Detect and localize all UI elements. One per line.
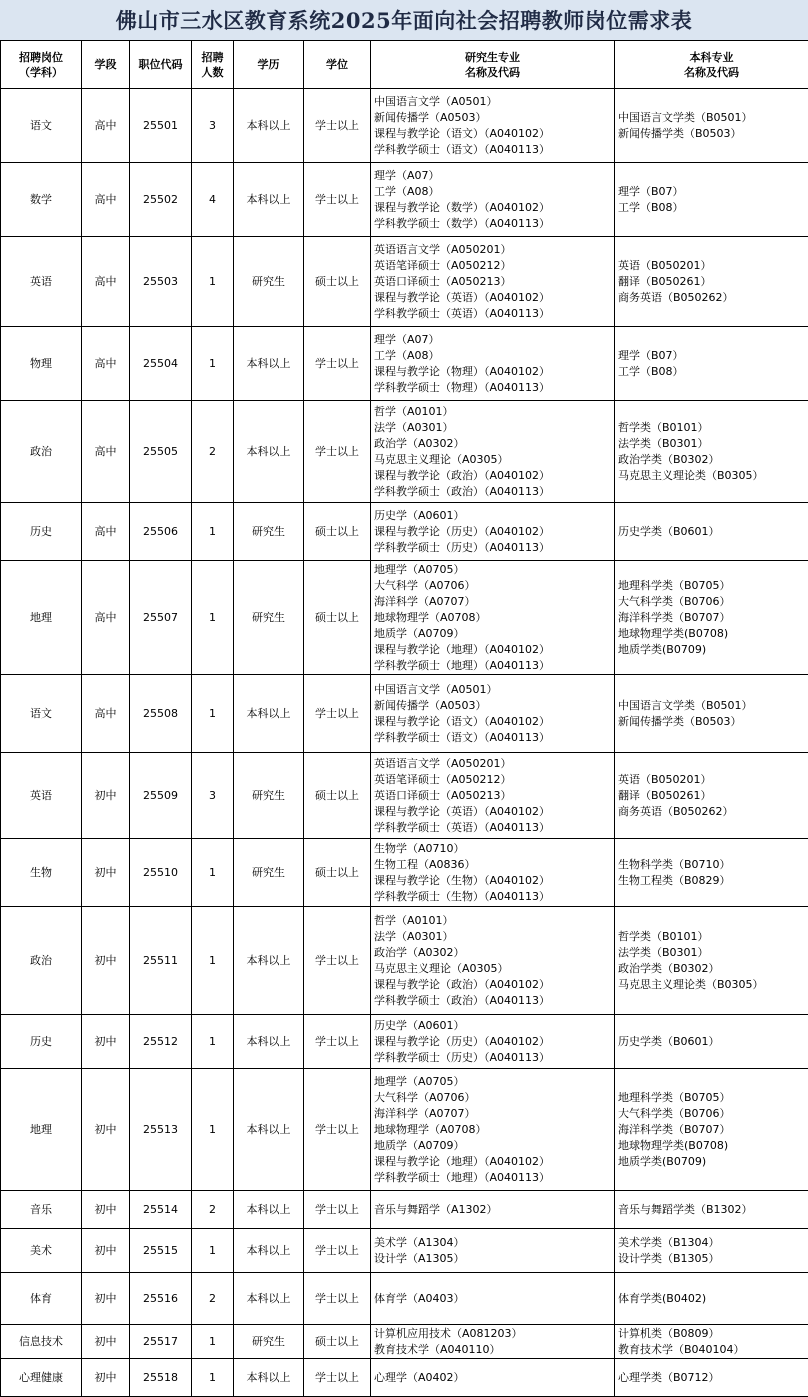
major-line: 计算机类（B0809） (618, 1326, 805, 1342)
major-line: 哲学（A0101） (374, 913, 611, 929)
major-line: 音乐与舞蹈学类（B1302） (618, 1202, 805, 1218)
major-line: 英语（B050201） (618, 772, 805, 788)
table-row (1, 163, 808, 237)
major-line: 政治学（A0302） (374, 436, 611, 452)
major-line: 地质学类(B0709) (618, 1154, 805, 1170)
major-line: 新闻传播学类（B0503） (618, 126, 805, 142)
major-line: 课程与教学论（语文）（A040102） (374, 126, 611, 142)
header-undergrad-major: 本科专业 名称及代码 (615, 41, 808, 89)
major-line: 学科教学硕士（数学）（A040113） (374, 216, 611, 232)
cell-grad-majors (371, 839, 615, 907)
cell-grad-majors (371, 1015, 615, 1069)
major-line: 学科教学硕士（历史）（A040113） (374, 540, 611, 556)
cell-stage: 初中 (82, 1191, 130, 1229)
major-line: 工学（B08） (618, 200, 805, 216)
major-line: 生物工程类（B0829） (618, 873, 805, 889)
cell-education: 本科以上 (234, 327, 304, 401)
header-grad-major: 研究生专业 名称及代码 (371, 41, 615, 89)
cell-education: 研究生 (234, 237, 304, 327)
cell-subject: 音乐 (1, 1191, 82, 1229)
major-line: 法学类（B0301） (618, 436, 805, 452)
table-row (1, 327, 808, 401)
major-line: 地理学（A0705） (374, 562, 611, 578)
major-line: 中国语言文学（A0501） (374, 94, 611, 110)
major-line: 音乐与舞蹈学（A1302） (374, 1202, 611, 1218)
cell-grad-majors (371, 237, 615, 327)
cell-stage: 初中 (82, 1229, 130, 1273)
major-line: 历史学（A0601） (374, 508, 611, 524)
cell-count: 3 (192, 89, 234, 163)
major-line: 马克思主义理论（A0305） (374, 961, 611, 977)
cell-stage: 初中 (82, 907, 130, 1015)
cell-degree: 硕士以上 (304, 753, 371, 839)
cell-grad-majors (371, 327, 615, 401)
cell-code: 25515 (130, 1229, 192, 1273)
major-line: 中国语言文学（A0501） (374, 682, 611, 698)
cell-code: 25510 (130, 839, 192, 907)
cell-count: 2 (192, 1191, 234, 1229)
cell-education: 研究生 (234, 503, 304, 561)
major-line: 学科教学硕士（物理）（A040113） (374, 380, 611, 396)
major-line: 法学（A0301） (374, 929, 611, 945)
table-row (1, 1191, 808, 1229)
table-row (1, 1015, 808, 1069)
cell-undergrad-majors (615, 1015, 808, 1069)
major-line: 英语（B050201） (618, 258, 805, 274)
major-line: 哲学类（B0101） (618, 929, 805, 945)
major-line: 美术学类（B1304） (618, 1235, 805, 1251)
cell-code: 25508 (130, 675, 192, 753)
major-line: 海洋科学（A0707） (374, 594, 611, 610)
cell-subject: 英语 (1, 753, 82, 839)
cell-degree: 学士以上 (304, 1191, 371, 1229)
header-count: 招聘 人数 (192, 41, 234, 89)
cell-count: 1 (192, 1015, 234, 1069)
major-line: 海洋科学（A0707） (374, 1106, 611, 1122)
major-line: 哲学类（B0101） (618, 420, 805, 436)
major-line: 大气科学（A0706） (374, 578, 611, 594)
cell-education: 本科以上 (234, 1359, 304, 1397)
cell-education: 研究生 (234, 839, 304, 907)
table-body (1, 89, 808, 1397)
cell-undergrad-majors (615, 1325, 808, 1359)
major-line: 课程与教学论（英语）（A040102） (374, 290, 611, 306)
cell-undergrad-majors (615, 561, 808, 675)
table-row (1, 503, 808, 561)
major-line: 中国语言文学类（B0501） (618, 698, 805, 714)
cell-code: 25503 (130, 237, 192, 327)
major-line: 体育学（A0403） (374, 1291, 611, 1307)
cell-stage: 高中 (82, 401, 130, 503)
header-degree: 学位 (304, 41, 371, 89)
major-line: 政治学类（B0302） (618, 961, 805, 977)
major-line: 英语语言文学（A050201） (374, 756, 611, 772)
header-stage: 学段 (82, 41, 130, 89)
cell-count: 1 (192, 1229, 234, 1273)
cell-degree: 学士以上 (304, 1015, 371, 1069)
cell-stage: 高中 (82, 675, 130, 753)
cell-degree: 硕士以上 (304, 561, 371, 675)
table-row (1, 237, 808, 327)
cell-stage: 高中 (82, 163, 130, 237)
major-line: 课程与教学论（语文）（A040102） (374, 714, 611, 730)
cell-degree: 学士以上 (304, 89, 371, 163)
cell-count: 2 (192, 1273, 234, 1325)
major-line: 理学（B07） (618, 348, 805, 364)
major-line: 地质学（A0709） (374, 1138, 611, 1154)
major-line: 课程与教学论（物理）（A040102） (374, 364, 611, 380)
page-title: 佛山市三水区教育系统2025年面向社会招聘教师岗位需求表 (0, 0, 808, 40)
major-line: 英语口译硕士（A050213） (374, 274, 611, 290)
cell-education: 本科以上 (234, 1229, 304, 1273)
cell-education: 本科以上 (234, 1273, 304, 1325)
major-line: 课程与教学论（地理）（A040102） (374, 642, 611, 658)
major-line: 中国语言文学类（B0501） (618, 110, 805, 126)
cell-subject: 数学 (1, 163, 82, 237)
cell-subject: 体育 (1, 1273, 82, 1325)
table-row (1, 907, 808, 1015)
cell-code: 25517 (130, 1325, 192, 1359)
cell-education: 本科以上 (234, 675, 304, 753)
cell-undergrad-majors (615, 237, 808, 327)
major-line: 马克思主义理论类（B0305） (618, 977, 805, 993)
cell-undergrad-majors (615, 907, 808, 1015)
major-line: 法学类（B0301） (618, 945, 805, 961)
major-line: 地球物理学（A0708） (374, 1122, 611, 1138)
cell-degree: 学士以上 (304, 1069, 371, 1191)
major-line: 生物学（A0710） (374, 841, 611, 857)
cell-subject: 心理健康 (1, 1359, 82, 1397)
major-line: 工学（A08） (374, 348, 611, 364)
cell-count: 1 (192, 327, 234, 401)
major-line: 新闻传播学类（B0503） (618, 714, 805, 730)
major-line: 商务英语（B050262） (618, 290, 805, 306)
cell-subject: 物理 (1, 327, 82, 401)
cell-education: 研究生 (234, 1325, 304, 1359)
cell-code: 25506 (130, 503, 192, 561)
major-line: 马克思主义理论（A0305） (374, 452, 611, 468)
cell-stage: 高中 (82, 503, 130, 561)
cell-subject: 历史 (1, 503, 82, 561)
major-line: 商务英语（B050262） (618, 804, 805, 820)
major-line: 美术学（A1304） (374, 1235, 611, 1251)
cell-undergrad-majors (615, 401, 808, 503)
header-code: 职位代码 (130, 41, 192, 89)
cell-subject: 历史 (1, 1015, 82, 1069)
cell-education: 本科以上 (234, 1015, 304, 1069)
major-line: 英语语言文学（A050201） (374, 242, 611, 258)
major-line: 大气科学（A0706） (374, 1090, 611, 1106)
cell-code: 25511 (130, 907, 192, 1015)
cell-undergrad-majors (615, 675, 808, 753)
major-line: 哲学（A0101） (374, 404, 611, 420)
cell-education: 本科以上 (234, 1191, 304, 1229)
cell-code: 25516 (130, 1273, 192, 1325)
cell-code: 25504 (130, 327, 192, 401)
cell-degree: 学士以上 (304, 1359, 371, 1397)
cell-count: 1 (192, 675, 234, 753)
major-line: 英语口译硕士（A050213） (374, 788, 611, 804)
cell-degree: 硕士以上 (304, 237, 371, 327)
major-line: 课程与教学论（历史）（A040102） (374, 1034, 611, 1050)
cell-count: 1 (192, 1359, 234, 1397)
cell-degree: 学士以上 (304, 1273, 371, 1325)
table-row (1, 675, 808, 753)
major-line: 课程与教学论（地理）（A040102） (374, 1154, 611, 1170)
cell-subject: 生物 (1, 839, 82, 907)
major-line: 生物科学类（B0710） (618, 857, 805, 873)
major-line: 理学（A07） (374, 332, 611, 348)
cell-degree: 学士以上 (304, 163, 371, 237)
major-line: 海洋科学类（B0707） (618, 610, 805, 626)
cell-subject: 政治 (1, 907, 82, 1015)
major-line: 课程与教学论（英语）（A040102） (374, 804, 611, 820)
major-line: 心理学类（B0712） (618, 1370, 805, 1386)
cell-count: 1 (192, 561, 234, 675)
major-line: 学科教学硕士（地理）（A040113） (374, 1170, 611, 1186)
major-line: 课程与教学论（数学）（A040102） (374, 200, 611, 216)
major-line: 大气科学类（B0706） (618, 1106, 805, 1122)
major-line: 课程与教学论（政治）（A040102） (374, 977, 611, 993)
header-education: 学历 (234, 41, 304, 89)
cell-undergrad-majors (615, 327, 808, 401)
major-line: 学科教学硕士（语文）（A040113） (374, 142, 611, 158)
cell-undergrad-majors (615, 1229, 808, 1273)
cell-stage: 初中 (82, 1325, 130, 1359)
cell-grad-majors (371, 1191, 615, 1229)
major-line: 大气科学类（B0706） (618, 594, 805, 610)
table-row (1, 89, 808, 163)
table-row (1, 561, 808, 675)
major-line: 新闻传播学（A0503） (374, 698, 611, 714)
cell-education: 研究生 (234, 753, 304, 839)
cell-degree: 学士以上 (304, 675, 371, 753)
cell-subject: 地理 (1, 561, 82, 675)
major-line: 学科教学硕士（政治）（A040113） (374, 484, 611, 500)
major-line: 英语笔译硕士（A050212） (374, 258, 611, 274)
cell-stage: 高中 (82, 561, 130, 675)
major-line: 计算机应用技术（A081203） (374, 1326, 611, 1342)
major-line: 学科教学硕士（历史）（A040113） (374, 1050, 611, 1066)
major-line: 学科教学硕士（地理）（A040113） (374, 658, 611, 674)
cell-undergrad-majors (615, 753, 808, 839)
cell-undergrad-majors (615, 1069, 808, 1191)
cell-grad-majors (371, 675, 615, 753)
cell-stage: 高中 (82, 327, 130, 401)
major-line: 地理学（A0705） (374, 1074, 611, 1090)
cell-code: 25501 (130, 89, 192, 163)
cell-subject: 信息技术 (1, 1325, 82, 1359)
major-line: 历史学（A0601） (374, 1018, 611, 1034)
cell-undergrad-majors (615, 839, 808, 907)
cell-grad-majors (371, 1229, 615, 1273)
cell-count: 3 (192, 753, 234, 839)
cell-grad-majors (371, 1069, 615, 1191)
cell-undergrad-majors (615, 1273, 808, 1325)
cell-degree: 硕士以上 (304, 503, 371, 561)
cell-undergrad-majors (615, 89, 808, 163)
cell-education: 研究生 (234, 561, 304, 675)
cell-count: 1 (192, 1069, 234, 1191)
major-line: 地球物理学类(B0708) (618, 1138, 805, 1154)
cell-stage: 初中 (82, 1273, 130, 1325)
cell-count: 1 (192, 839, 234, 907)
major-line: 历史学类（B0601） (618, 524, 805, 540)
header-subject: 招聘岗位 （学科） (1, 41, 82, 89)
table-row (1, 1069, 808, 1191)
cell-degree: 学士以上 (304, 1229, 371, 1273)
table-row (1, 839, 808, 907)
cell-stage: 初中 (82, 1015, 130, 1069)
major-line: 政治学（A0302） (374, 945, 611, 961)
major-line: 工学（B08） (618, 364, 805, 380)
major-line: 地理科学类（B0705） (618, 1090, 805, 1106)
major-line: 心理学（A0402） (374, 1370, 611, 1386)
major-line: 学科教学硕士（英语）（A040113） (374, 306, 611, 322)
cell-education: 本科以上 (234, 1069, 304, 1191)
major-line: 学科教学硕士（政治）（A040113） (374, 993, 611, 1009)
cell-grad-majors (371, 401, 615, 503)
cell-count: 4 (192, 163, 234, 237)
cell-education: 本科以上 (234, 163, 304, 237)
cell-undergrad-majors (615, 503, 808, 561)
table-row (1, 401, 808, 503)
cell-grad-majors (371, 753, 615, 839)
cell-subject: 语文 (1, 89, 82, 163)
cell-grad-majors (371, 561, 615, 675)
cell-undergrad-majors (615, 163, 808, 237)
major-line: 翻译（B050261） (618, 274, 805, 290)
recruitment-table (0, 40, 808, 1397)
cell-code: 25513 (130, 1069, 192, 1191)
major-line: 设计学（A1305） (374, 1251, 611, 1267)
table-row (1, 1273, 808, 1325)
cell-degree: 硕士以上 (304, 839, 371, 907)
cell-count: 1 (192, 503, 234, 561)
cell-count: 1 (192, 907, 234, 1015)
major-line: 教育技术学（B040104） (618, 1342, 805, 1358)
cell-education: 本科以上 (234, 89, 304, 163)
cell-code: 25512 (130, 1015, 192, 1069)
cell-degree: 学士以上 (304, 327, 371, 401)
major-line: 学科教学硕士（语文）（A040113） (374, 730, 611, 746)
cell-subject: 地理 (1, 1069, 82, 1191)
cell-count: 1 (192, 1325, 234, 1359)
cell-stage: 高中 (82, 89, 130, 163)
cell-grad-majors (371, 503, 615, 561)
major-line: 教育技术学（A040110） (374, 1342, 611, 1358)
cell-code: 25505 (130, 401, 192, 503)
cell-subject: 英语 (1, 237, 82, 327)
cell-degree: 硕士以上 (304, 1325, 371, 1359)
cell-count: 2 (192, 401, 234, 503)
table-row (1, 1325, 808, 1359)
cell-code: 25518 (130, 1359, 192, 1397)
major-line: 学科教学硕士（生物）（A040113） (374, 889, 611, 905)
major-line: 工学（A08） (374, 184, 611, 200)
cell-code: 25507 (130, 561, 192, 675)
cell-education: 本科以上 (234, 907, 304, 1015)
cell-subject: 美术 (1, 1229, 82, 1273)
table-row (1, 1229, 808, 1273)
major-line: 法学（A0301） (374, 420, 611, 436)
cell-stage: 初中 (82, 839, 130, 907)
major-line: 理学（A07） (374, 168, 611, 184)
major-line: 地球物理学类(B0708) (618, 626, 805, 642)
major-line: 马克思主义理论类（B0305） (618, 468, 805, 484)
cell-grad-majors (371, 907, 615, 1015)
major-line: 新闻传播学（A0503） (374, 110, 611, 126)
major-line: 海洋科学类（B0707） (618, 1122, 805, 1138)
table-row (1, 753, 808, 839)
cell-education: 本科以上 (234, 401, 304, 503)
major-line: 课程与教学论（政治）（A040102） (374, 468, 611, 484)
cell-count: 1 (192, 237, 234, 327)
cell-stage: 初中 (82, 753, 130, 839)
major-line: 课程与教学论（历史）（A040102） (374, 524, 611, 540)
major-line: 翻译（B050261） (618, 788, 805, 804)
major-line: 生物工程（A0836） (374, 857, 611, 873)
major-line: 政治学类（B0302） (618, 452, 805, 468)
cell-grad-majors (371, 163, 615, 237)
cell-subject: 政治 (1, 401, 82, 503)
cell-stage: 初中 (82, 1359, 130, 1397)
cell-grad-majors (371, 89, 615, 163)
major-line: 地质学（A0709） (374, 626, 611, 642)
major-line: 地质学类(B0709) (618, 642, 805, 658)
cell-stage: 高中 (82, 237, 130, 327)
major-line: 体育学类(B0402) (618, 1291, 805, 1307)
cell-code: 25509 (130, 753, 192, 839)
cell-code: 25502 (130, 163, 192, 237)
major-line: 英语笔译硕士（A050212） (374, 772, 611, 788)
cell-grad-majors (371, 1325, 615, 1359)
major-line: 课程与教学论（生物）（A040102） (374, 873, 611, 889)
cell-subject: 语文 (1, 675, 82, 753)
major-line: 设计学类（B1305） (618, 1251, 805, 1267)
major-line: 地理科学类（B0705） (618, 578, 805, 594)
major-line: 地球物理学（A0708） (374, 610, 611, 626)
major-line: 理学（B07） (618, 184, 805, 200)
cell-code: 25514 (130, 1191, 192, 1229)
cell-degree: 学士以上 (304, 907, 371, 1015)
major-line: 历史学类（B0601） (618, 1034, 805, 1050)
major-line: 学科教学硕士（英语）（A040113） (374, 820, 611, 836)
header-row (1, 41, 808, 89)
cell-undergrad-majors (615, 1191, 808, 1229)
cell-degree: 学士以上 (304, 401, 371, 503)
cell-grad-majors (371, 1273, 615, 1325)
cell-stage: 初中 (82, 1069, 130, 1191)
